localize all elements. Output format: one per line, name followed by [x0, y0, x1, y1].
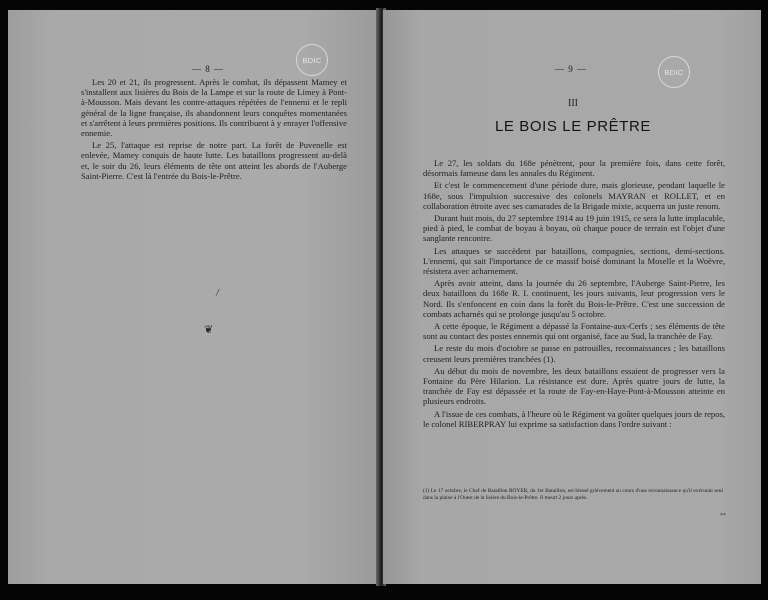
left-page — [8, 10, 379, 584]
paragraph: Après avoir atteint, dans la journée du 26 septembre, l'Auberge Saint-Pierre, les deux bataillons du 168e R. I. continuent, les jours suivants, leur progression vers le Nord. Ils s'enfoncent en coin dans la forêt du Bois-le-Prêtre. C'est une succession de combats acharnés qui se prolonge jusqu'au 5 octobre. — [423, 278, 725, 319]
paragraph: A l'issue de ces combats, à l'heure où le Régiment va goûter quelques jours de repos, le colonel RIBERPRAY lui exprime sa satisfaction dans l'ordre suivant : — [423, 408, 725, 429]
paragraph: Et c'est le commencement d'une période dure, mais glorieuse, pendant laquelle le 168e, sous l'impulsion successive des colonels MAYRAN et ROLLET, et en collaboration étroite avec ses camarades de la Brigade mixte, acquerra un juste renom. — [423, 180, 725, 211]
library-stamp-icon: BDIC — [658, 56, 690, 88]
right-page-body — [423, 158, 725, 431]
page-number-8: — 8 — — [192, 64, 224, 74]
paragraph: A cette époque, le Régiment a dépassé la Fontaine-aux-Cerfs ; ses éléments de tête sont au contact des postes ennemis qui ont organisé, face au Sud, la tranchée de Fay. — [423, 321, 725, 342]
paragraph: Les attaques se succèdent par bataillons, compagnies, sections, demi-sections. L'ennemi, qui sait l'importance de ce massif boisé dominant la Moselle et la Woëvre, résistera avec acharnement. — [423, 245, 725, 277]
fleuron-ornament-icon: ❦ — [204, 324, 214, 336]
chapter-title: LE BOIS LE PRÊTRE — [494, 118, 652, 135]
paragraph: Les 20 et 21, ils progressent. Après le combat, ils dépassent Mamey et s'installent aux lisières du Bois de la Lampe et sur la route de Limey à Pont-à-Mousson. Mais devant les contre-attaques répétées de l'ennemi et le repli général de la ligne française, ils abandonnent leurs conquêtes momentanées et s'arrêtent à leurs premières positions. Ils contribuent à y enrayer l'offensive ennemie. — [81, 77, 347, 139]
right-page — [383, 10, 761, 584]
paragraph: Le 25, l'attaque est reprise de notre part. La forêt de Puvenelle est enlevée, Mamey conquis de haute lutte. Les bataillons progressent au-delà et, le soir du 26, leurs éléments de tête ont atteint les abords de l'Auberge Saint-Pierre. C'est là l'entrée du Bois-le-Prêtre. — [81, 140, 347, 181]
left-page-body — [81, 77, 347, 183]
page-number-9: — 9 — — [555, 64, 587, 74]
paragraph: Au début du mois de novembre, les deux bataillons essaient de progresser vers la Fontaine du Père Hilarion. La résistance est dure. Après quatre jours de lutte, la tranchée de Fay est dépassée et la route de Fay-en-Haye-Pont-à-Mousson atteinte en plusieurs endroits. — [423, 365, 725, 407]
signature-mark: ** — [720, 513, 726, 519]
pencil-mark: / — [215, 286, 220, 300]
library-stamp-icon: BDIC — [296, 44, 328, 76]
paragraph: Durant huit mois, du 27 septembre 1914 au 19 juin 1915, ce sera la lutte implacable, pied à pied, le combat de boyau à boyau, où chaque pouce de terrain est l'objet d'une sanglante rencontre. — [423, 213, 725, 244]
paragraph: Le reste du mois d'octobre se passe en patrouilles, reconnaissances ; les bataillons creusent leurs premières tranchées (1). — [423, 343, 725, 364]
paragraph: Le 27, les soldats du 168e pénètrent, pour la première fois, dans cette forêt, désormais fameuse dans les annales du Régiment. — [423, 158, 725, 179]
chapter-number: III — [568, 98, 578, 109]
footnote: (1) Le 17 octobre, le Chef de Bataillon ROYER, du 1er Bataillon, est blessé grièvement au cours d'une reconnaissance qu'il exécutait seul dans la plaine à l'Ouest de la lisière du Bois-le-Prêtre. Il meurt 2 jours après. — [423, 488, 723, 501]
